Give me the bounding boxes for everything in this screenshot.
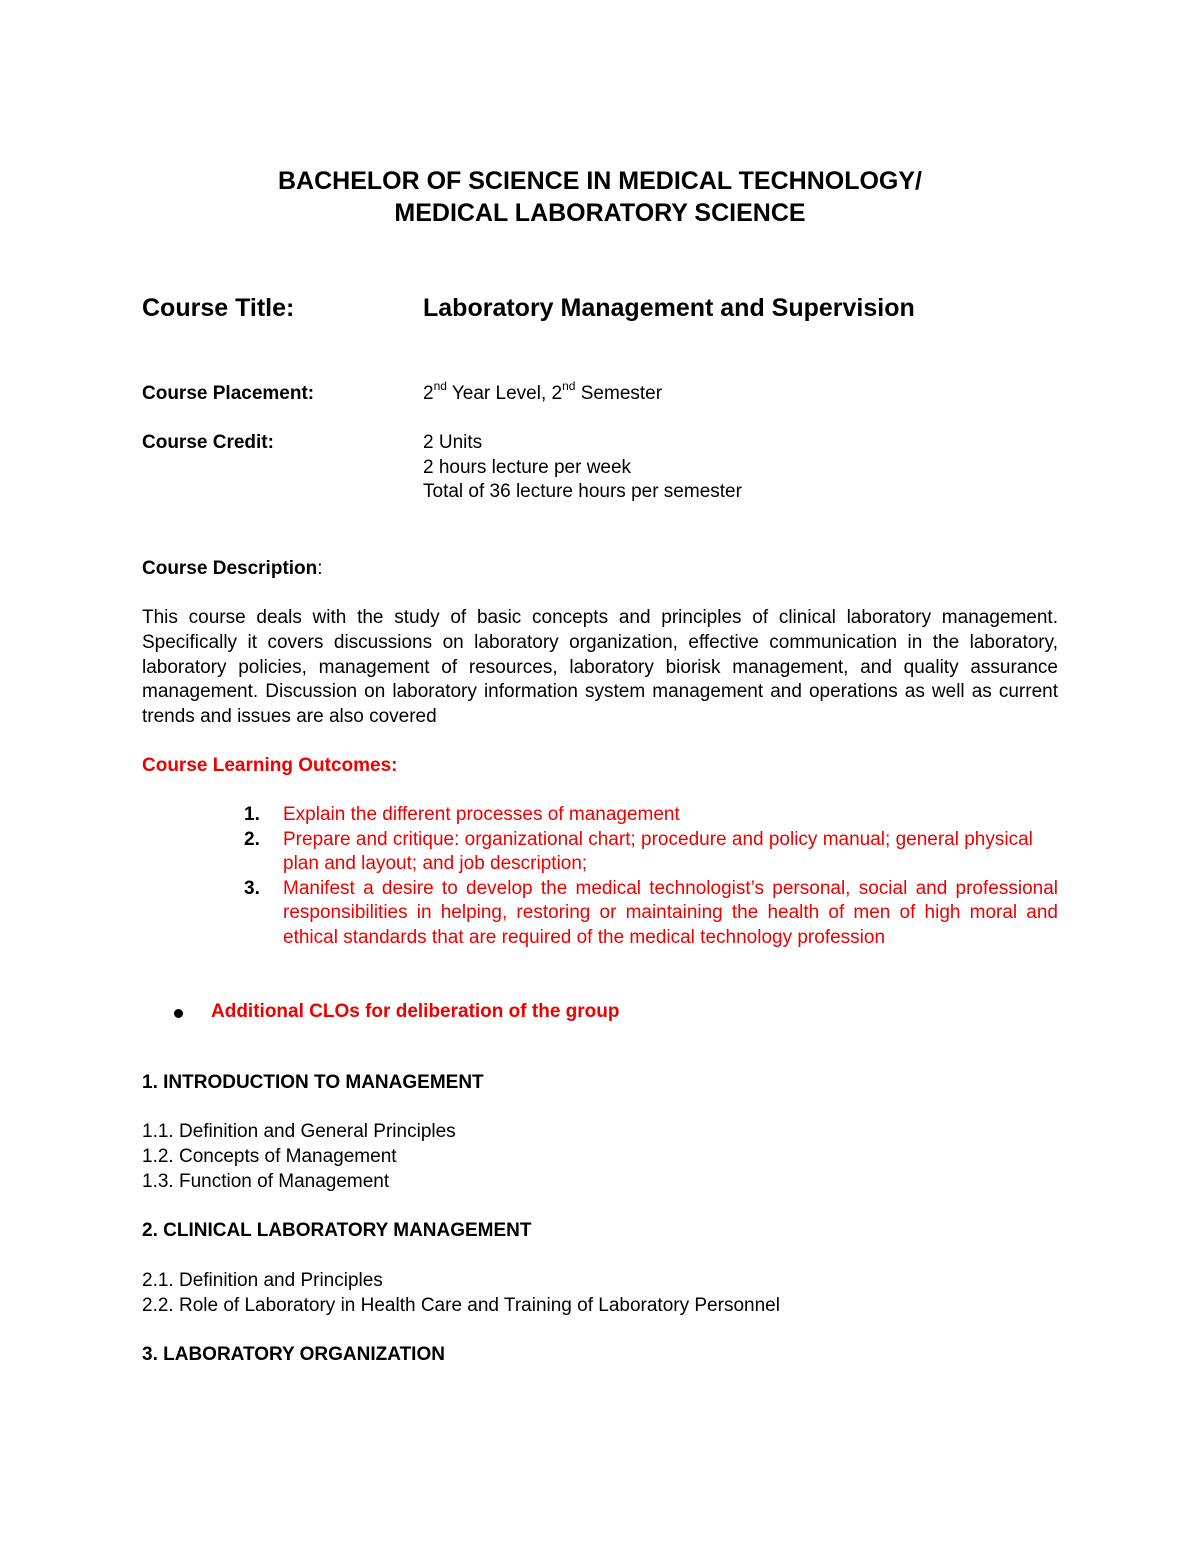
section-title-lab-organization: 3. LABORATORY ORGANIZATION: [142, 1344, 445, 1365]
list-item: 2.2. Role of Laboratory in Health Care and Training of Laboratory Personnel: [142, 1295, 780, 1316]
list-item: 1.1. Definition and General Principles: [142, 1121, 456, 1142]
list-item: 3. Manifest a desire to develop the medical technologist’s personal, social and professional responsibilities in helping, restoring or maintaining the health of men of high moral and ethical standards that are required of the medical technology profession: [244, 877, 1058, 948]
list-item: 1. Explain the different processes of management: [244, 804, 680, 825]
list-item: 1.3. Function of Management: [142, 1171, 390, 1192]
course-description-text: This course deals with the study of basic concepts and principles of clinical laboratory management. Specifically it covers discussions on laboratory organization, effective communication in the laboratory, laboratory policies, management of resources, laboratory biorisk management, and quality assurance management. Discussion on laboratory information system management and operations as well as current trends and issues are also covered: [142, 607, 1058, 727]
learning-outcomes-list: [244, 803, 1058, 950]
program-title-line-2: MEDICAL LABORATORY SCIENCE: [394, 199, 806, 227]
list-item: 2. Prepare and critique: organizational chart; procedure and policy manual; general physical plan and layout; and job description;: [244, 828, 1033, 874]
section-title-clinical-lab: 2. CLINICAL LABORATORY MANAGEMENT: [142, 1220, 532, 1241]
course-credit-hours: 2 hours lecture per week: [423, 456, 632, 478]
section-title-introduction: 1. INTRODUCTION TO MANAGEMENT: [142, 1072, 484, 1093]
additional-clos-note: Additional CLOs for deliberation of the group: [211, 1001, 620, 1022]
list-item: 2.1. Definition and Principles: [142, 1270, 383, 1291]
course-description-label: Course Description: [142, 558, 318, 579]
program-title-line-1: BACHELOR OF SCIENCE IN MEDICAL TECHNOLOGY/: [277, 167, 922, 195]
course-credit-label: Course Credit:: [142, 432, 274, 453]
course-description-heading: Course Description:: [142, 558, 323, 579]
course-placement-label: Course Placement:: [142, 383, 315, 404]
course-credit-total: Total of 36 lecture hours per semester: [423, 481, 742, 502]
learning-outcomes-label: Course Learning Outcomes:: [142, 755, 398, 776]
course-title-label: Course Title:: [142, 294, 295, 322]
course-credit-units: 2 Units: [423, 432, 483, 453]
list-item: 1.2. Concepts of Management: [142, 1146, 397, 1167]
bullet-icon: [174, 1009, 183, 1018]
course-title-value: Laboratory Management and Supervision: [423, 294, 915, 322]
course-placement-value: 2nd Year Level, 2nd Semester: [423, 378, 663, 404]
